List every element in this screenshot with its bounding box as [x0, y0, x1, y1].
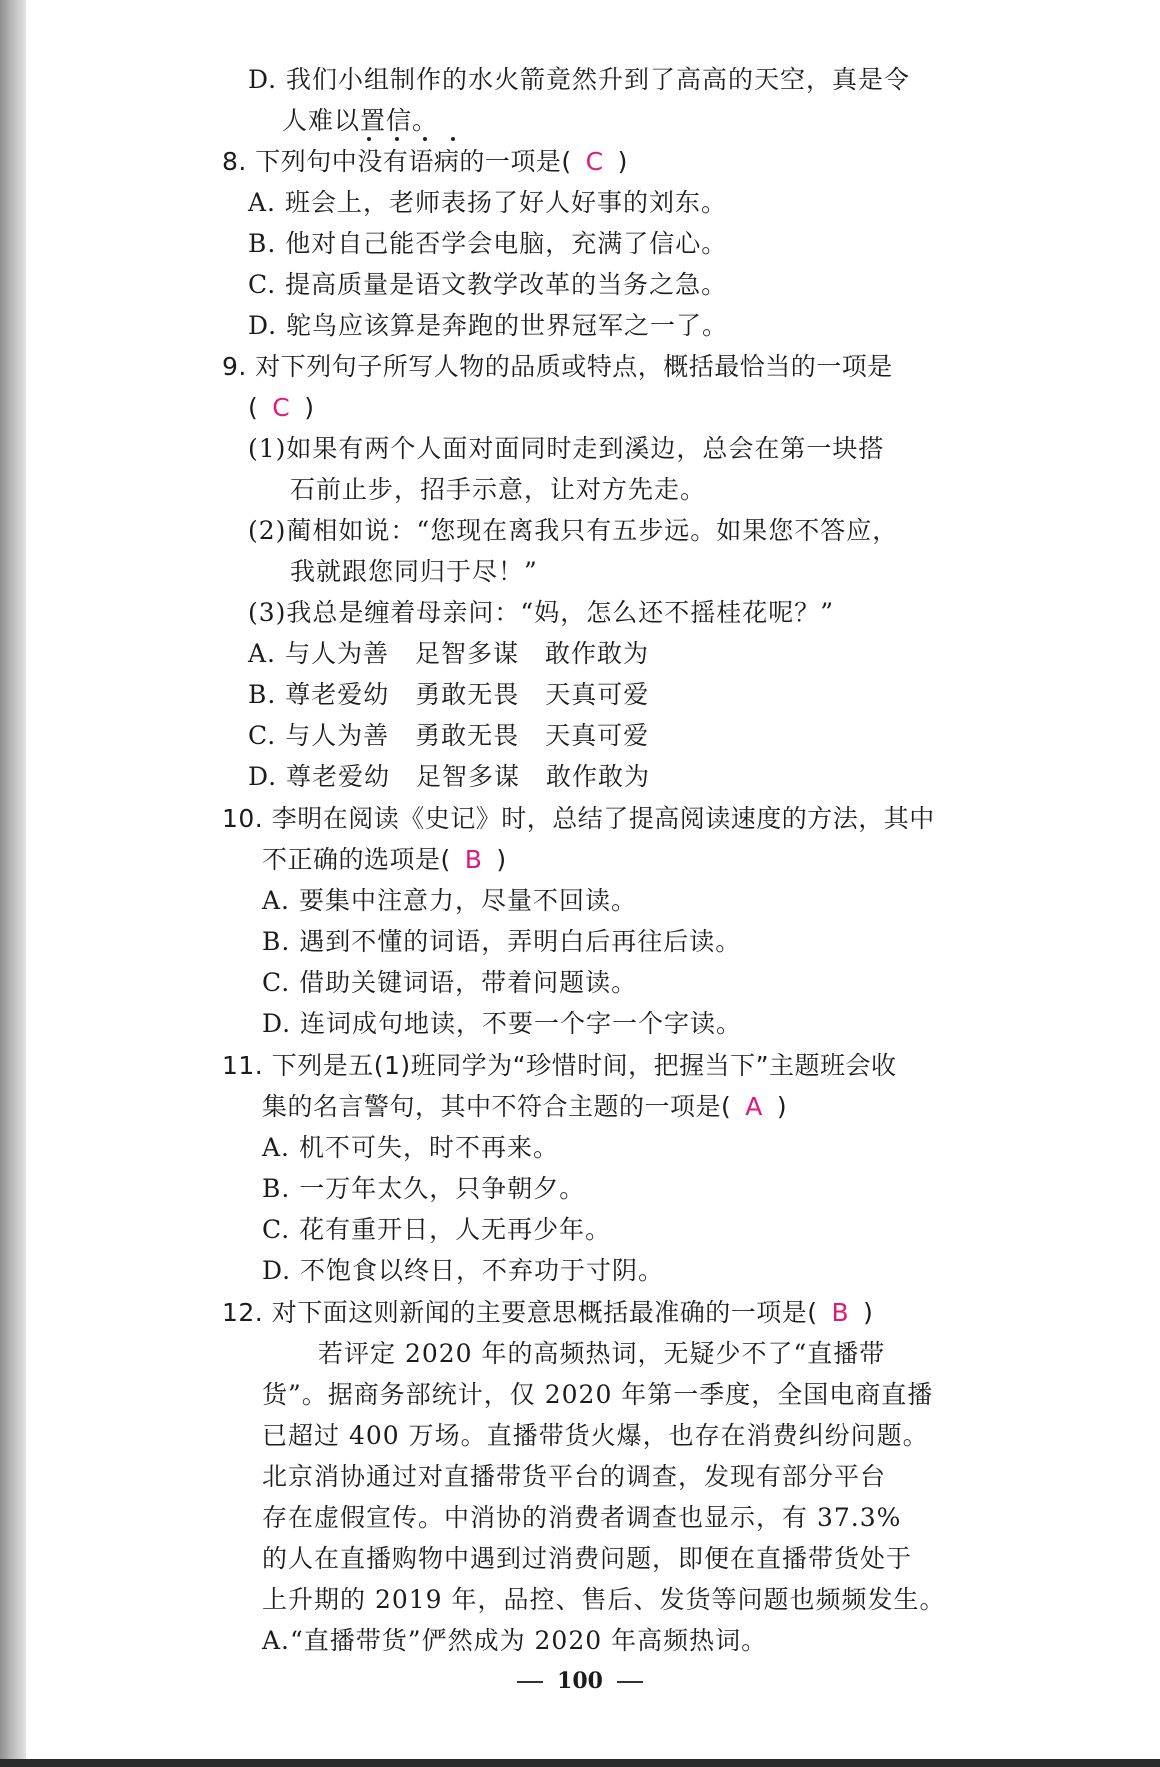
q10-stem-text: 不正确的选项是(	[262, 845, 451, 874]
q10-stem-line1: 10. 李明在阅读《史记》时，总结了提高阅读速度的方法，其中	[222, 804, 935, 833]
q8-emphasized-words: 没有语病	[357, 145, 459, 179]
q10-close-paren: )	[496, 845, 507, 874]
q8-stem	[222, 145, 628, 179]
q9-close-paren: )	[304, 393, 315, 422]
q9-option-a: A. 与人为善 足智多谋 敢作敢为	[248, 639, 649, 668]
bottom-edge-bar	[0, 1759, 1160, 1767]
q11-close-paren: )	[776, 1092, 788, 1121]
q9-option-b: B. 尊老爱幼 勇敢无畏 天真可爱	[248, 680, 650, 709]
q8-stem-suffix: 的一项是(	[459, 147, 572, 176]
q9-sentence3: (3)我总是缠着母亲问：“妈，怎么还不摇桂花呢？”	[248, 598, 834, 627]
q12-news-line4: 北京消协通过对直播带货平台的调查，发现有部分平台	[262, 1462, 887, 1491]
q9-stem-line1: 9. 对下列句子所写人物的品质或特点，概括最恰当的一项是	[222, 352, 893, 381]
q8-answer: C	[585, 147, 604, 176]
q11-stem-text: 集的名言警句，其中不符合主题的一项是(	[262, 1092, 732, 1121]
q12-news-line6: 的人在直播购物中遇到过消费问题，即便在直播带货处于	[262, 1544, 913, 1573]
q10-option-a: A. 要集中注意力，尽量不回读。	[262, 886, 637, 915]
q10-option-d: D. 连词成句地读，不要一个字一个字读。	[262, 1009, 743, 1038]
q12-option-a: A.“直播带货”俨然成为 2020 年高频热词。	[262, 1626, 768, 1655]
q9-sentence1-line2: 石前止步，招手示意，让对方先走。	[290, 475, 707, 504]
q11-option-b: B. 一万年太久，只争朝夕。	[262, 1174, 586, 1203]
q9-stem-line2	[248, 391, 315, 425]
q11-option-c: C. 花有重开日，人无再少年。	[262, 1215, 612, 1244]
q12-close-paren: )	[863, 1298, 874, 1327]
page-number: 100	[557, 1668, 603, 1694]
q8-option-a: A. 班会上，老师表扬了好人好事的刘东。	[248, 188, 727, 217]
q9-open-paren: (	[248, 393, 259, 422]
q7-option-d-line1: D. 我们小组制作的水火箭竟然升到了高高的天空，真是令	[248, 65, 911, 94]
q9-sentence2-line1: (2)蔺相如说：“您现在离我只有五步远。如果您不答应，	[248, 516, 899, 545]
q9-sentence2-line2: 我就跟您同归于尽！”	[290, 557, 538, 586]
right-dash	[617, 1681, 643, 1683]
q8-option-b: B. 他对自己能否学会电脑，充满了信心。	[248, 229, 728, 258]
q10-option-c: C. 借助关键词语，带着问题读。	[262, 968, 638, 997]
q9-sentence1-line1: (1)如果有两个人面对面同时走到溪边，总会在第一块搭	[248, 434, 885, 463]
left-dash	[517, 1681, 543, 1683]
q12-news-line3: 已超过 400 万场。直播带货火爆，也存在消费纠纷问题。	[262, 1421, 929, 1450]
q12-stem-text: 12. 对下面这则新闻的主要意思概括最准确的一项是(	[222, 1298, 818, 1327]
q12-news-line5: 存在虚假宣传。中消协的消费者调查也显示，有 37.3%	[262, 1503, 902, 1532]
q8-option-d: D. 鸵鸟应该算是奔跑的世界冠军之一了。	[248, 311, 729, 340]
q8-option-c: C. 提高质量是语文教学改革的当务之急。	[248, 270, 728, 299]
q12-news-line2: 货”。据商务部统计，仅 2020 年第一季度，全国电商直播	[262, 1380, 934, 1409]
q10-stem-line2	[262, 843, 507, 877]
q10-option-b: B. 遇到不懂的词语，弄明白后再往后读。	[262, 927, 742, 956]
q9-option-c: C. 与人为善 勇敢无畏 天真可爱	[248, 721, 650, 750]
q11-stem-line1: 11. 下列是五(1)班同学为“珍惜时间，把握当下”主题班会收	[222, 1051, 897, 1080]
q11-option-a: A. 机不可失，时不再来。	[262, 1133, 559, 1162]
page-number-footer	[0, 1668, 1160, 1694]
q11-stem-line2	[262, 1090, 787, 1124]
q7-option-d-line2: 人难以置信。	[282, 106, 439, 135]
q9-answer: C	[272, 393, 291, 422]
q12-stem	[222, 1296, 873, 1330]
q8-stem-prefix: 8. 下列句中	[222, 147, 358, 176]
q12-news-line1: 若评定 2020 年的高频热词，无疑少不了“直播带	[318, 1339, 886, 1368]
q12-answer: B	[831, 1298, 850, 1327]
q10-answer: B	[464, 845, 483, 874]
q8-close-paren: )	[617, 147, 628, 176]
q9-option-d: D. 尊老爱幼 足智多谋 敢作敢为	[248, 762, 651, 791]
q12-news-line7: 上升期的 2019 年，品控、售后、发货等问题也频频发生。	[262, 1585, 946, 1614]
q11-option-d: D. 不饱食以终日，不弃功于寸阴。	[262, 1256, 665, 1285]
q11-answer: A	[745, 1092, 763, 1121]
